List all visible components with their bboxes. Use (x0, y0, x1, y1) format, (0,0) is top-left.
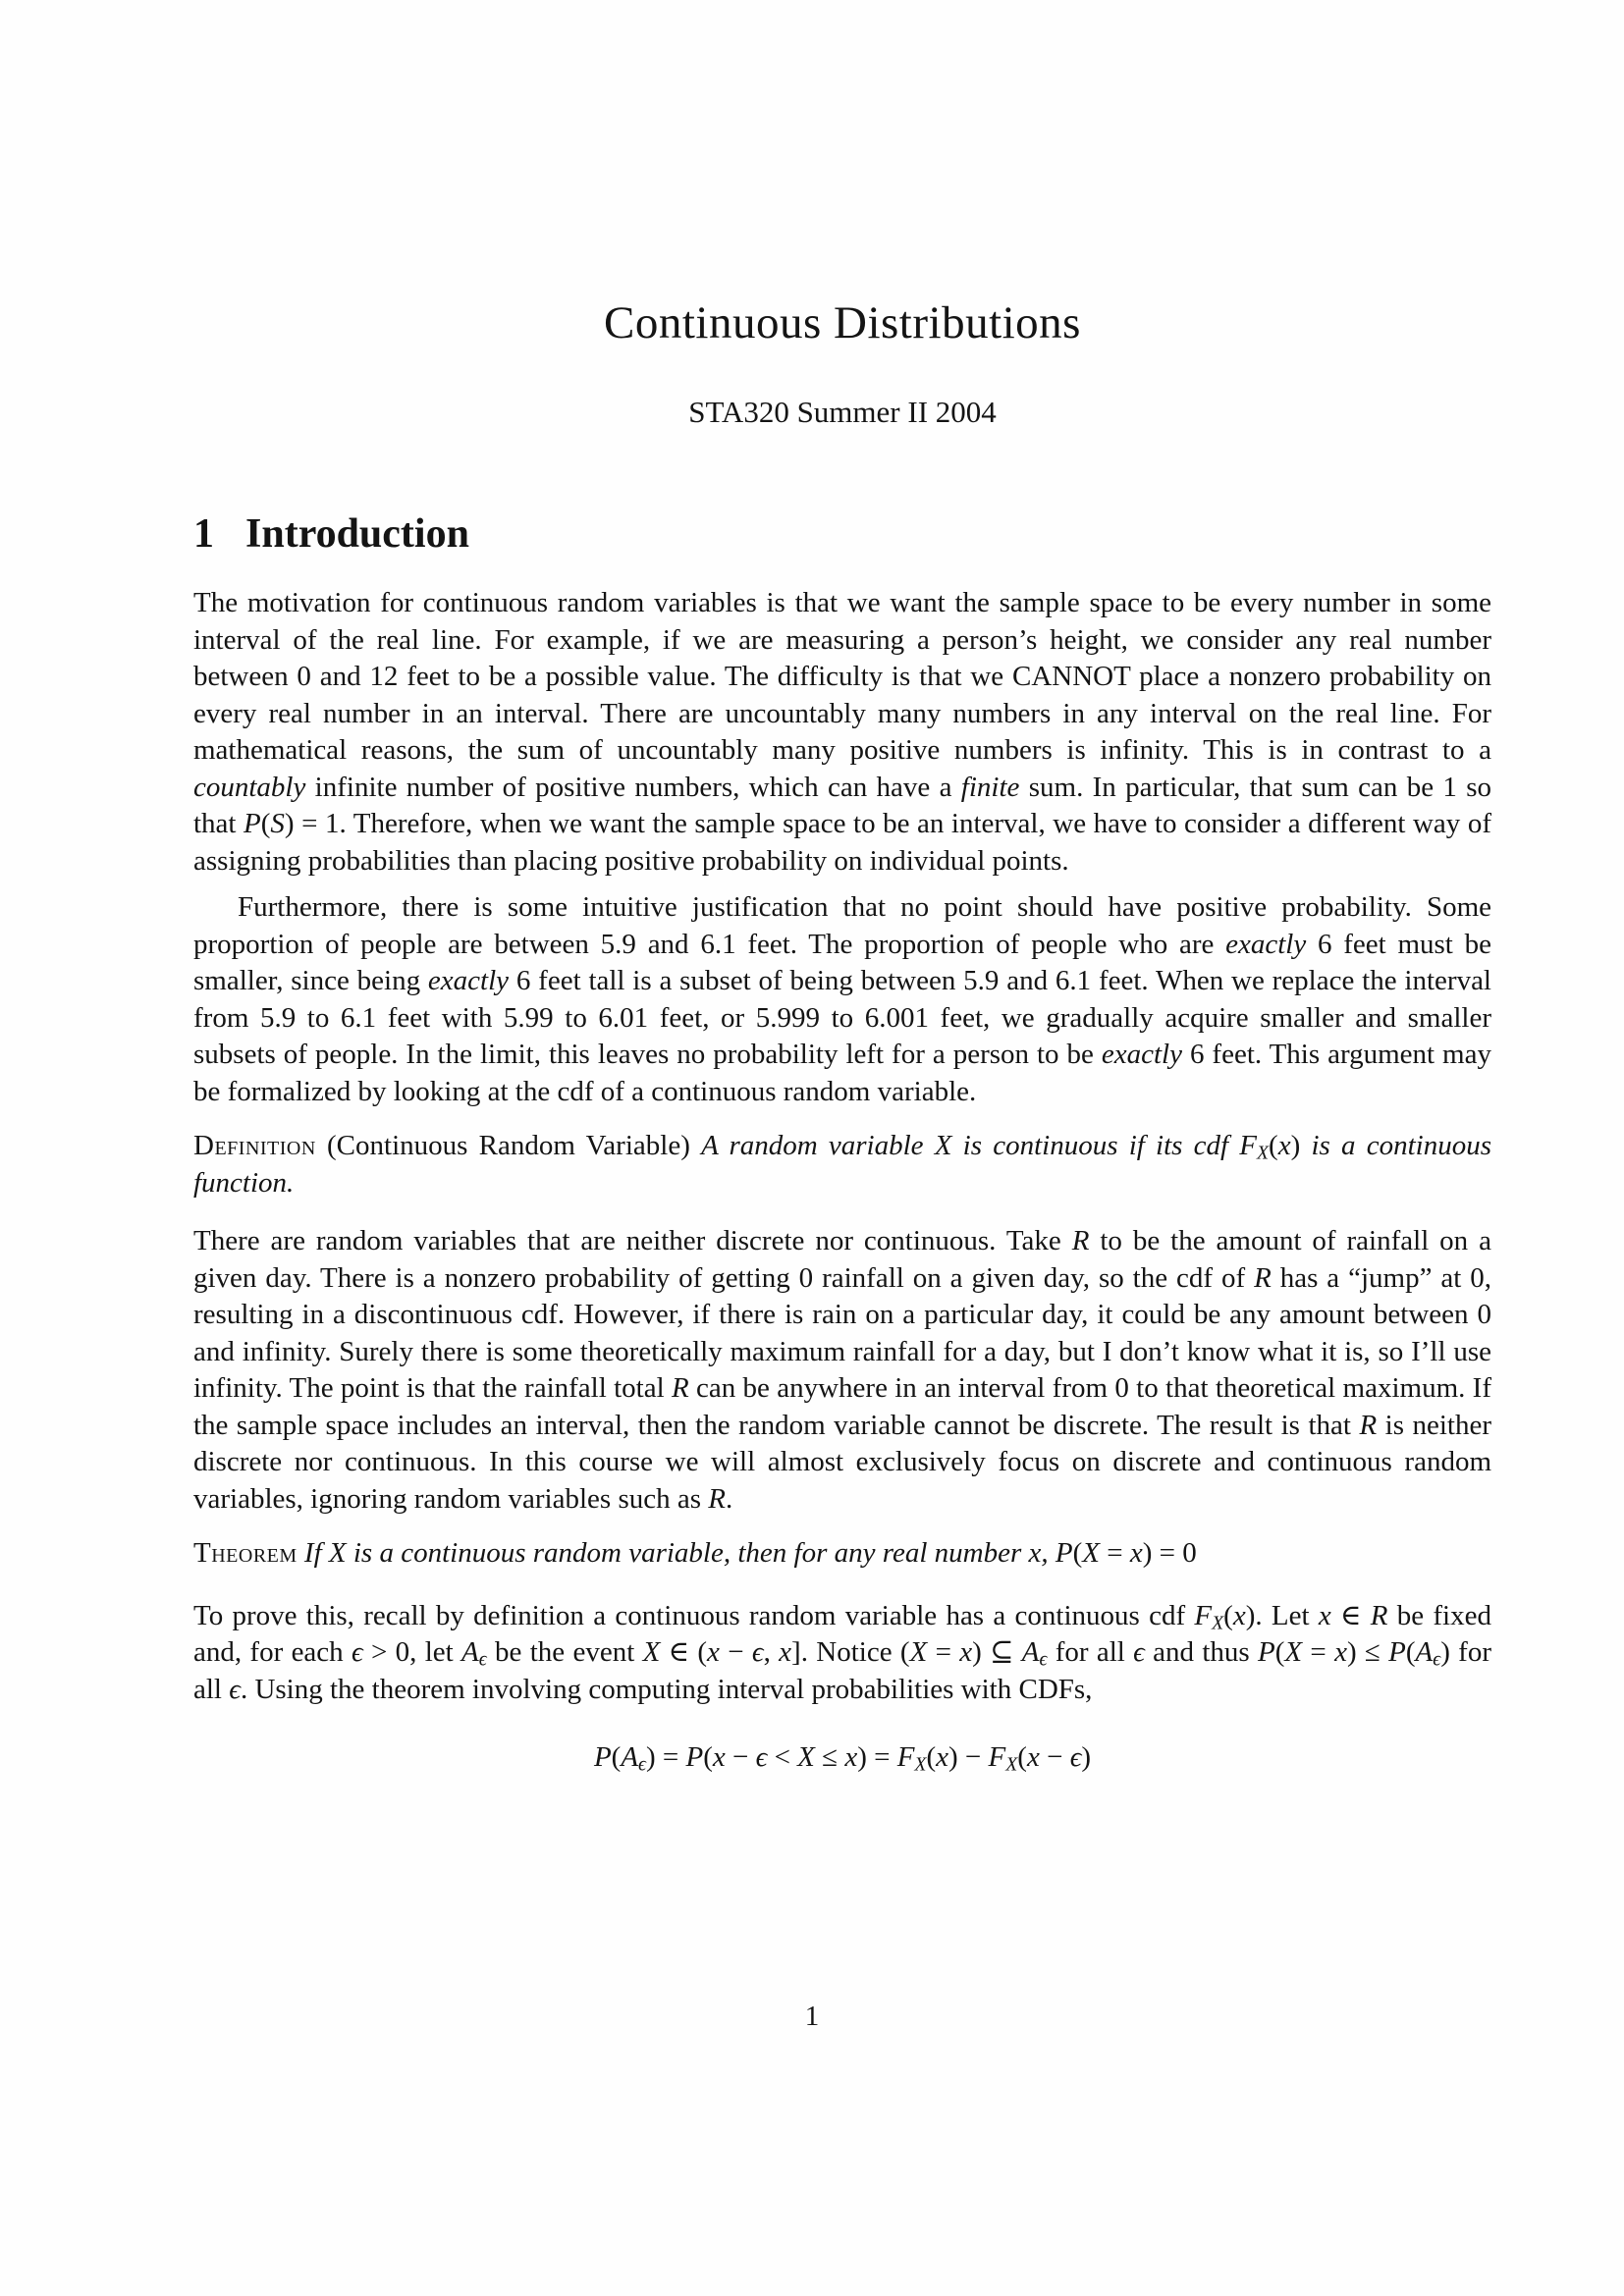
text-run: ) = 0 (1142, 1537, 1197, 1570)
smallcaps-label: Theorem (193, 1537, 298, 1570)
text-run: ( (1072, 1537, 1083, 1570)
subscript-run: X (1005, 1753, 1018, 1776)
text-run: be the event (486, 1636, 643, 1669)
styled-text-run: F (896, 1741, 915, 1774)
document-title: Continuous Distributions (604, 297, 1081, 348)
styled-text-run: x (844, 1741, 858, 1774)
styled-text-run: exactly (427, 965, 510, 997)
styled-text-run: ϵ (1069, 1741, 1082, 1774)
text-run: ∈ ( (660, 1636, 708, 1669)
text-run: is neither discrete nor continuous. In this course we will almost exclusively focus on discrete and continuous random variables, ignoring random variables such as (193, 1409, 1491, 1515)
styled-text-run: A (1415, 1636, 1434, 1669)
text-run: To prove this, recall by definition a continuous random variable has a continuous cdf (193, 1599, 1195, 1631)
styled-text-run: x (1232, 1599, 1246, 1631)
text-run: 6 feet. This argument may be formalized by looking at the cdf of a continuous random variable. (193, 1039, 1491, 1107)
text-run: ≤ (814, 1741, 845, 1774)
text-run: ( (1274, 1636, 1285, 1669)
text-run: There are random variables that are neither discrete nor continuous. Take (193, 1225, 1072, 1257)
text-run: (Continuous Random Variable) (315, 1130, 702, 1162)
subscript-run: X (914, 1753, 927, 1776)
text-run: ) (1290, 1130, 1301, 1162)
text-run: for all (1047, 1636, 1134, 1669)
styled-text-run: x (959, 1636, 973, 1669)
styled-text-run: finite (960, 771, 1020, 803)
text-run: Furthermore, there is some intuitive justification that no point should have positive probability. Some proportion of people are between 5.9 and 6.1 feet. The proportion of people who are (193, 891, 1491, 960)
styled-text-run: F (1239, 1130, 1257, 1162)
styled-text-run: x (1026, 1741, 1040, 1774)
styled-text-run: x (1318, 1599, 1331, 1631)
text-run: ( (1017, 1741, 1027, 1774)
styled-text-run: x (707, 1636, 720, 1669)
paragraph-motivation (193, 585, 1491, 880)
styled-text-run: x (1334, 1636, 1347, 1669)
text-run: ). Let (1245, 1599, 1319, 1631)
styled-text-run: F (988, 1741, 1006, 1774)
styled-text-run: R (671, 1372, 689, 1405)
styled-text-run: is a continuous function. (193, 1130, 1492, 1199)
subscript-run: X (1257, 1142, 1270, 1164)
text-run: ) = 1. Therefore, when we want the sample space to be an interval, we have to consider a different way of assigning probabilities than placing positive probability on individual points. (193, 808, 1491, 877)
styled-text-run: ϵ (1133, 1636, 1145, 1669)
styled-text-run: x (1277, 1130, 1291, 1162)
text-run: ) ≤ (1346, 1636, 1389, 1669)
styled-text-run: P (593, 1741, 612, 1774)
text-run: ( (1223, 1599, 1233, 1631)
styled-text-run: x (712, 1741, 726, 1774)
subscript-run: ϵ (1039, 1648, 1048, 1671)
text-run: ) − (948, 1741, 989, 1774)
text-run: ) (1081, 1741, 1092, 1774)
section-title: Introduction (245, 511, 469, 558)
styled-text-run: X (1082, 1537, 1100, 1570)
text-run: = (927, 1636, 960, 1669)
styled-text-run: R (1370, 1599, 1388, 1631)
styled-text-run: P (685, 1741, 704, 1774)
text-run: ( (1269, 1130, 1278, 1162)
subscript-run: ϵ (478, 1648, 487, 1671)
styled-text-run: A (621, 1741, 639, 1774)
styled-text-run: A (1021, 1636, 1040, 1669)
text-run: , (763, 1636, 780, 1669)
styled-text-run: R (1359, 1409, 1378, 1441)
styled-text-run: ϵ (352, 1636, 363, 1669)
text-run: be fixed and, for each (193, 1599, 1491, 1669)
styled-text-run: x (779, 1636, 792, 1669)
styled-text-run: x (1028, 1537, 1042, 1570)
styled-text-run: exactly (1101, 1039, 1182, 1071)
styled-text-run: A random variable (701, 1130, 935, 1162)
paragraph-proof (193, 1598, 1491, 1709)
text-run (298, 1537, 304, 1569)
display-equation (193, 1739, 1491, 1777)
smallcaps-label: Definition (193, 1130, 316, 1162)
styled-text-run: P (244, 808, 261, 840)
styled-text-run: R (1071, 1225, 1090, 1257)
styled-text-run: X (934, 1130, 952, 1162)
section-number: 1 (193, 511, 214, 558)
styled-text-run: x (1129, 1537, 1143, 1570)
styled-text-run: P (1388, 1636, 1406, 1669)
page-number: 1 (804, 2001, 820, 2032)
document-subtitle: STA320 Summer II 2004 (688, 395, 997, 430)
styled-text-run: S (270, 808, 285, 840)
styled-text-run: ϵ (229, 1673, 241, 1705)
styled-text-run: X (328, 1537, 347, 1570)
theorem-paragraph (193, 1535, 1491, 1573)
styled-text-run: R (708, 1482, 726, 1515)
text-run: to be the amount of rainfall on a given day. There is a nonzero probability of getting 0 rainfall on a given day, so the cdf of (193, 1225, 1491, 1294)
styled-text-run: , (1041, 1537, 1056, 1570)
styled-text-run: x (936, 1741, 949, 1774)
styled-text-run: X (642, 1636, 661, 1669)
text-run: ( (1405, 1636, 1416, 1669)
text-run: The motivation for continuous random variables is that we want the sample space to be every number in some interval of the real line. For example, if we are measuring a person’s height, we consider any real number between 0 and 12 feet to be a possible value. The difficulty is that we CANNOT place a nonzero probability on every real number in an interval. There are uncountably many numbers in any interval on the real line. For mathematical reasons, the sum of uncountably many positive numbers is infinity. This is in contrast to a (193, 587, 1491, 767)
text-run: ( (926, 1741, 937, 1774)
styled-text-run: F (1194, 1599, 1213, 1631)
text-run: ∈ (1330, 1599, 1371, 1631)
text-run: ) = (857, 1741, 897, 1774)
text-run: ( (611, 1741, 622, 1774)
text-run: < (767, 1741, 798, 1774)
text-run: ) for all (193, 1636, 1491, 1705)
text-run: − (719, 1636, 752, 1669)
text-run: − (1039, 1741, 1070, 1774)
styled-text-run: R (1254, 1261, 1272, 1294)
styled-text-run: exactly (1225, 928, 1307, 960)
styled-text-run: P (1055, 1537, 1073, 1570)
text-run: infinite number of positive numbers, which can have a (305, 771, 961, 803)
paragraph-rainfall (193, 1223, 1491, 1518)
subscript-run: X (1212, 1612, 1224, 1634)
text-run: ( (260, 808, 271, 840)
text-run: − (725, 1741, 756, 1774)
text-run: sum. In particular, that sum can be 1 so that (193, 771, 1491, 840)
text-run: 6 feet must be smaller, since being (193, 928, 1491, 997)
text-run: ) = (645, 1741, 686, 1774)
text-run: ( (703, 1741, 713, 1774)
text-run: 6 feet tall is a subset of being between 5.9 and 6.1 feet. When we replace the interval from 5.9 to 6.1 feet with 5.99 to 6.01 feet, or 5.999 to 6.001 feet, we gradually acquire smaller and smaller subsets of people. In the limit, this leaves no probability left for a person to be (193, 965, 1491, 1071)
styled-text-run: ϵ (755, 1741, 768, 1774)
paragraph-furthermore (193, 889, 1491, 1110)
text-run: and thus (1144, 1636, 1258, 1669)
styled-text-run: countably (193, 771, 306, 803)
definition-paragraph (193, 1128, 1491, 1201)
text-run: can be anywhere in an interval from 0 to that theoretical maximum. If the sample space includes an interval, then the random variable cannot be discrete. The result is that (193, 1372, 1491, 1441)
styled-text-run: X (1284, 1636, 1303, 1669)
text-run: has a “jump” at 0, resulting in a discontinuous cdf. However, if there is rain on a particular day, it could be any amount between 0 and infinity. Surely there is some theoretically maximum rainfall for a day, but I don’t know what it is, so I’ll use infinity. The point is that the rainfall total (193, 1261, 1491, 1405)
text-run: . (725, 1482, 733, 1515)
subscript-run: ϵ (638, 1753, 646, 1776)
styled-text-run: If (303, 1537, 329, 1570)
subscript-run: ϵ (1433, 1648, 1441, 1671)
text-run: = (1099, 1537, 1130, 1570)
text-run: ]. Notice ( (791, 1636, 910, 1669)
styled-text-run: is continuous if its cdf (951, 1130, 1240, 1162)
styled-text-run: X (909, 1636, 928, 1669)
styled-text-run: is a continuous random variable, then for any real number (346, 1537, 1029, 1570)
styled-text-run: A (461, 1636, 479, 1669)
section-heading (193, 510, 1491, 558)
styled-text-run: X (797, 1741, 815, 1774)
text-run: . Using the theorem involving computing interval probabilities with CDFs, (240, 1673, 1093, 1705)
styled-text-run: ϵ (751, 1636, 764, 1669)
text-run: = (1302, 1636, 1335, 1669)
styled-text-run: P (1257, 1636, 1275, 1669)
text-run: > 0, let (362, 1636, 462, 1669)
text-run: ) ⊆ (972, 1636, 1022, 1669)
